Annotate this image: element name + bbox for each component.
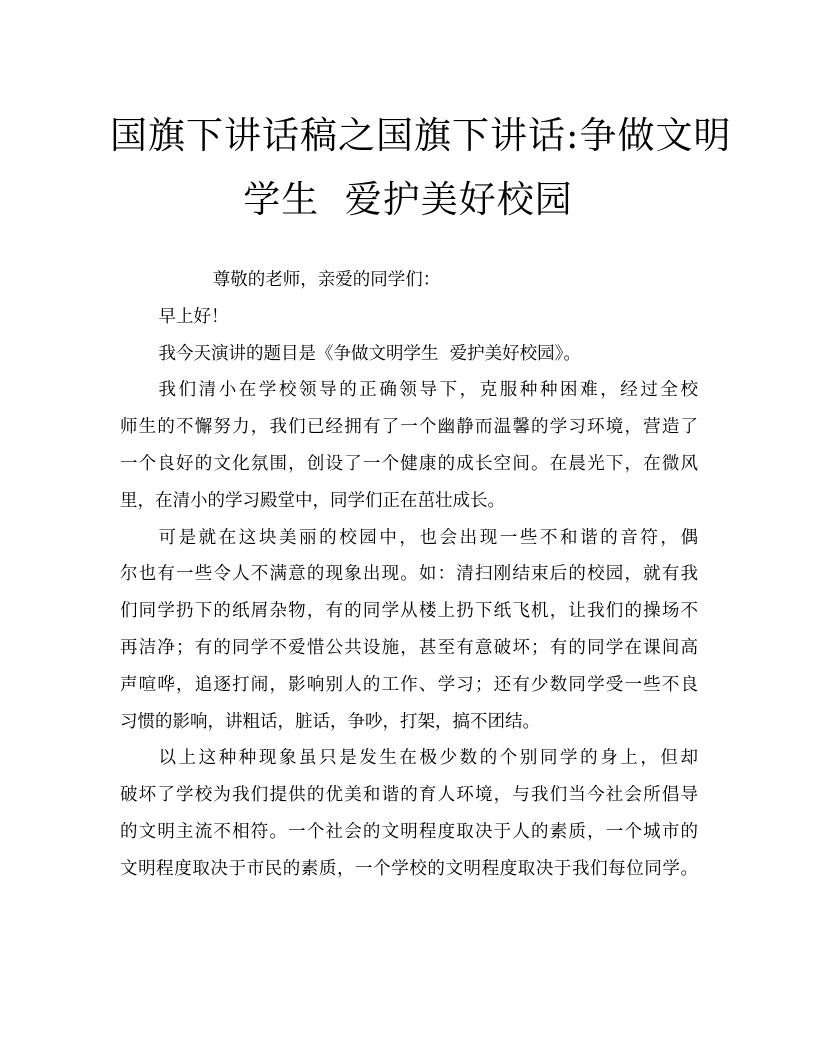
paragraph-3 bbox=[120, 740, 698, 887]
greeting: 早上好！ bbox=[158, 306, 229, 327]
paragraph-2-line: 再洁净；有的同学不爱惜公共设施，甚至有意破坏；有的同学在课间高 bbox=[120, 637, 698, 658]
paragraph-2-line: 习惯的影响，讲粗话，脏话，争吵，打架，搞不团结。 bbox=[120, 711, 540, 732]
document-body bbox=[120, 262, 698, 888]
title-line-2: 学生 爱护美好校园 bbox=[243, 178, 573, 221]
paragraph-2-line: 声喧哗，追逐打闹，影响别人的工作、学习；还有少数同学受一些不良 bbox=[120, 674, 698, 695]
paragraph-1 bbox=[120, 372, 698, 519]
paragraph-3-line: 以上这种种现象虽只是发生在极少数的个别同学的身上，但却 bbox=[158, 748, 698, 769]
paragraph-1-line: 里，在清小的学习殿堂中，同学们正在茁壮成长。 bbox=[120, 490, 505, 511]
paragraph-1-line: 师生的不懈努力，我们已经拥有了一个幽静而温馨的学习环境，营造了 bbox=[120, 417, 698, 438]
paragraph-3-line: 的文明主流不相符。一个社会的文明程度取决于人的素质，一个城市的 bbox=[120, 821, 698, 842]
document-title bbox=[110, 104, 732, 232]
speech-topic: 我今天演讲的题目是《争做文明学生 爱护美好校园》。 bbox=[158, 343, 581, 364]
paragraph-2-line: 尔也有一些令人不满意的现象出现。如：清扫刚结束后的校园，就有我 bbox=[120, 564, 698, 585]
paragraph-1-line: 一个良好的文化氛围，创设了一个健康的成长空间。在晨光下，在微风 bbox=[120, 453, 698, 474]
paragraph-2 bbox=[120, 520, 698, 741]
paragraph-2-line: 们同学扔下的纸屑杂物，有的同学从楼上扔下纸飞机，让我们的操场不 bbox=[120, 601, 698, 622]
paragraph-3-line: 破坏了学校为我们提供的优美和谐的育人环境，与我们当今社会所倡导 bbox=[120, 785, 698, 806]
paragraph-1-line: 我们清小在学校领导的正确领导下，克服种种困难，经过全校 bbox=[158, 380, 698, 401]
paragraph-2-line: 可是就在这块美丽的校园中，也会出现一些不和谐的音符，偶 bbox=[158, 527, 698, 548]
title-line-1: 国旗下讲话稿之国旗下讲话:争做文明 bbox=[110, 114, 732, 157]
paragraph-3-line: 文明程度取决于市民的素质，一个学校的文明程度取决于我们每位同学。 bbox=[120, 858, 698, 879]
salutation: 尊敬的老师，亲爱的同学们： bbox=[212, 270, 441, 290]
